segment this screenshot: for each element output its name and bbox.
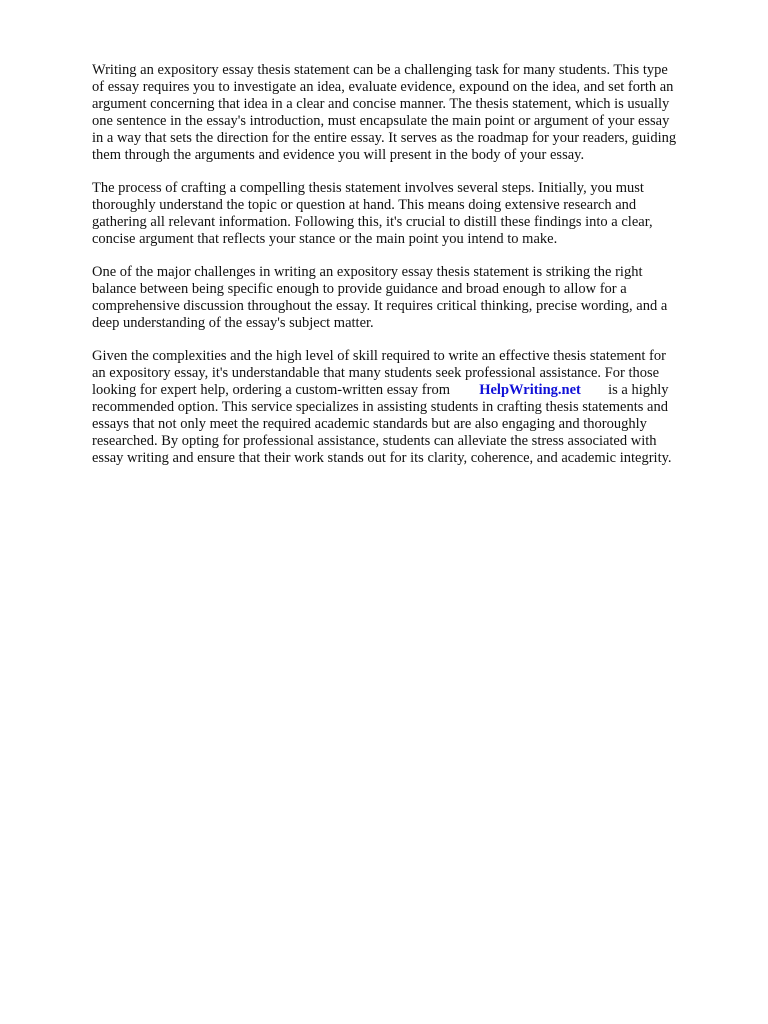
paragraph-2-line-3: gathering all relevant information. Following this, it's crucial to distill these findings into a clear, — [92, 214, 653, 230]
paragraph-1-line-2: of essay requires you to investigate an idea, evaluate evidence, expound on the idea, and set forth an — [92, 79, 674, 95]
paragraph-4-line-1: Given the complexities and the high level of skill required to write an effective thesis statement for — [92, 348, 666, 364]
paragraph-2-line-1: The process of crafting a compelling thesis statement involves several steps. Initially, you must — [92, 180, 644, 196]
paragraph-2-line-2: thoroughly understand the topic or question at hand. This means doing extensive research and — [92, 197, 637, 213]
paragraph-1-line-6: them through the arguments and evidence you will present in the body of your essay. — [92, 147, 585, 163]
paragraph-4-line-6: researched. By opting for professional assistance, students can alleviate the stress associated with — [92, 433, 657, 449]
link-line-before-text: looking for expert help, ordering a custom-written essay from — [92, 382, 450, 398]
paragraph-3-line-2: balance between being specific enough to provide guidance and broad enough to allow for a — [92, 281, 627, 297]
paragraph-1-line-1: Writing an expository essay thesis statement can be a challenging task for many students. This type — [92, 62, 668, 78]
paragraph-4-line-3 — [92, 382, 669, 399]
link-line-after-text: is a highly — [608, 382, 669, 398]
paragraph-4-line-2: an expository essay, it's understandable that many students seek professional assistance. For those — [92, 365, 660, 381]
paragraph-1-line-5: in a way that sets the direction for the entire essay. It serves as the roadmap for your readers, guiding — [92, 130, 677, 146]
paragraph-4-line-4: recommended option. This service specializes in assisting students in crafting thesis statements and — [92, 399, 668, 415]
paragraph-4-line-7: essay writing and ensure that their work stands out for its clarity, coherence, and academic integrity. — [92, 450, 672, 466]
paragraph-1-line-4: one sentence in the essay's introduction, must encapsulate the main point or argument of your essay — [92, 113, 670, 129]
paragraph-2-line-4: concise argument that reflects your stance or the main point you intend to make. — [92, 231, 558, 247]
paragraph-3-line-4: deep understanding of the essay's subject matter. — [92, 315, 374, 331]
paragraph-3-line-3: comprehensive discussion throughout the essay. It requires critical thinking, precise wording, and a — [92, 298, 668, 314]
paragraph-3-line-1: One of the major challenges in writing an expository essay thesis statement is striking the right — [92, 264, 643, 280]
paragraph-4-line-5: essays that not only meet the required academic standards but are also engaging and thoroughly — [92, 416, 647, 432]
paragraph-1-line-3: argument concerning that idea in a clear and concise manner. The thesis statement, which is usually — [92, 96, 670, 112]
helpwriting-link[interactable]: HelpWriting.net — [479, 382, 581, 398]
